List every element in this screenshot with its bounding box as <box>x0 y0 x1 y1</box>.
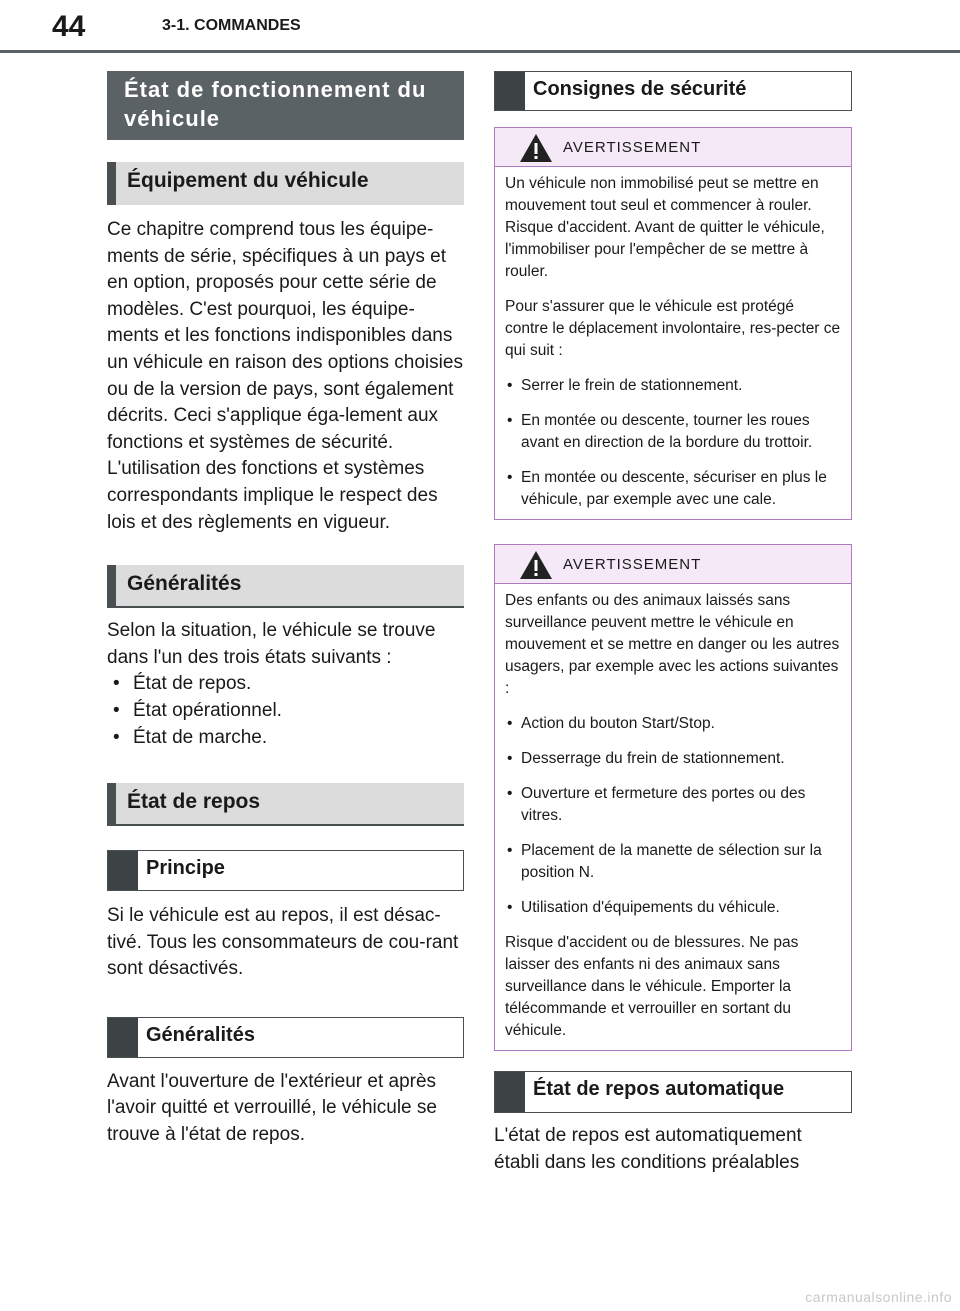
general2-paragraph: Avant l'ouverture de l'extérieur et après l'avoir quitté et verrouillé, le véhicule se trouve à l'état de repos. <box>107 1070 437 1146</box>
warning-list <box>505 375 841 511</box>
general-paragraph: Selon la situation, le véhicule se trouve dans l'un des trois états suivants : <box>107 620 436 668</box>
right-column <box>494 71 852 1176</box>
warning-triangle-icon <box>519 133 553 163</box>
warning-box-1 <box>494 127 852 520</box>
principle-heading <box>107 850 464 891</box>
list-item: • Utilisation d'équipements du véhicule. <box>505 897 841 919</box>
warning-paragraph: Un véhicule non immobilisé peut se mettre en mouvement tout seul et commencer à rouler. Risque d'accident. Avant de quitter le véhicule, l'immobiliser pour l'empêcher de se mettre à rouler. <box>505 175 825 280</box>
rest-heading <box>107 783 464 826</box>
list-item: • État de repos. <box>107 671 464 698</box>
warning-triangle-icon <box>519 550 553 580</box>
general-heading-text: Généralités <box>127 572 242 596</box>
warning-list <box>505 713 841 919</box>
general2-heading <box>107 1017 464 1058</box>
page-number: 44 <box>52 10 86 43</box>
warning-title: AVERTISSEMENT <box>563 139 702 156</box>
warning-header <box>495 128 851 167</box>
list-item: • Serrer le frein de stationnement. <box>505 375 841 397</box>
list-item: • Desserrage du frein de stationnement. <box>505 748 841 770</box>
warning-box-2 <box>494 544 852 1051</box>
warning-body <box>495 167 851 519</box>
watermark: carmanualsonline.info <box>805 1289 952 1305</box>
general2-heading-text: Généralités <box>146 1023 255 1046</box>
left-column <box>107 71 464 1149</box>
rest-heading-text: État de repos <box>127 790 261 814</box>
warning-body <box>495 584 851 1050</box>
warning-title: AVERTISSEMENT <box>563 556 702 573</box>
state-list <box>107 671 464 751</box>
warning-paragraph: Pour s'assurer que le véhicule est protégé contre le déplacement involontaire, res-pecter ce qui suit : <box>505 298 841 359</box>
principle-heading-text: Principe <box>146 857 225 880</box>
safety-heading-text: Consignes de sécurité <box>533 78 747 100</box>
list-item: • Action du bouton Start/Stop. <box>505 713 841 735</box>
general-heading <box>107 565 464 608</box>
list-item: • État opérationnel. <box>107 698 464 725</box>
main-title: État de fonctionnement du véhicule <box>107 71 464 140</box>
list-item: • État de marche. <box>107 725 464 752</box>
header-rule <box>0 50 960 53</box>
list-item: • En montée ou descente, tourner les roues avant en direction de la bordure du trottoir. <box>505 410 841 454</box>
list-item: • Ouverture et fermeture des portes ou des vitres. <box>505 783 841 827</box>
list-item: • Placement de la manette de sélection sur la position N. <box>505 840 841 884</box>
warning-paragraph: Des enfants ou des animaux laissés sans surveillance peuvent mettre le véhicule en mouvement et se mettre en danger ou les autres usagers, par exemple avec les actions suivantes : <box>505 592 840 697</box>
section-label: 3-1. COMMANDES <box>162 17 301 34</box>
warning-header <box>495 545 851 584</box>
auto-rest-heading <box>494 1071 852 1113</box>
equipment-heading <box>107 162 464 205</box>
auto-rest-heading-text: État de repos automatique <box>533 1078 785 1100</box>
safety-heading <box>494 71 852 111</box>
list-item: • En montée ou descente, sécuriser en plus le véhicule, par exemple avec une cale. <box>505 467 841 511</box>
auto-rest-paragraph: L'état de repos est automatiquement établi dans les conditions préalables <box>494 1125 802 1173</box>
principle-paragraph: Si le véhicule est au repos, il est désac-tivé. Tous les consommateurs de cou-rant sont désactivés. <box>107 905 459 980</box>
warning-paragraph: Risque d'accident ou de blessures. Ne pas laisser des enfants ni des animaux sans surveillance dans le véhicule. Emporter la télécommande et verrouiller en sortant du véhicule. <box>505 934 799 1039</box>
equipment-paragraph: Ce chapitre comprend tous les équipe-ments de série, spécifiques à un pays et en option, proposés pour cette série de modèles. C'est pourquoi, les équipe-ments et les fonctions indisponibles dans un véhicule en raison des options choisies ou de la version de pays, sont également décrits. Ceci s'applique éga-lement aux fonctions et systèmes de sécurité. L'utilisation des fonctions et systèmes correspondants implique le respect des lois et des règlements en vigueur. <box>107 219 463 533</box>
equipment-heading-text: Équipement du véhicule <box>127 169 369 192</box>
